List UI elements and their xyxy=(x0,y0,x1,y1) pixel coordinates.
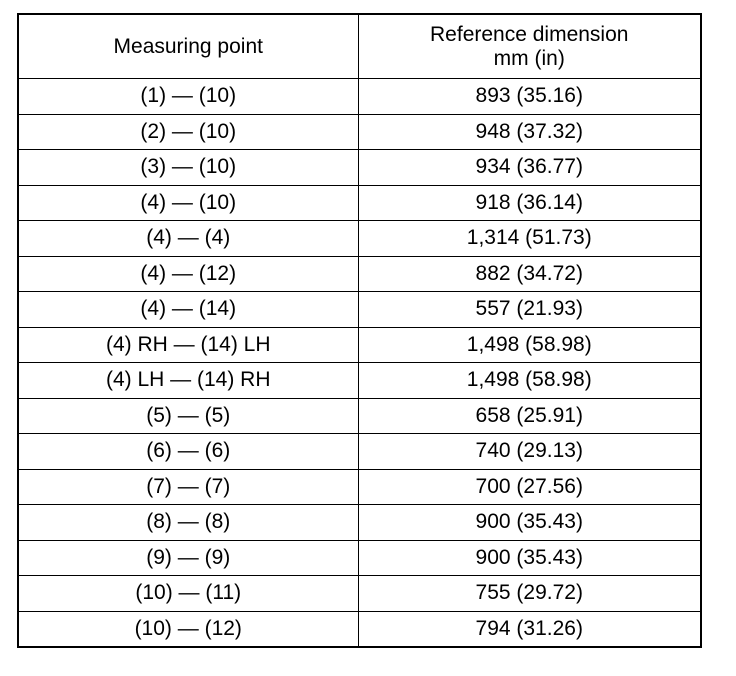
reference-dimension-cell: 948 (37.32) xyxy=(358,114,701,150)
table-row xyxy=(18,150,701,186)
measuring-point-cell: (9) — (9) xyxy=(18,540,358,576)
reference-dimension-table xyxy=(17,13,702,648)
measuring-point-cell: (4) — (12) xyxy=(18,256,358,292)
reference-dimension-cell: 882 (34.72) xyxy=(358,256,701,292)
header-measuring-point: Measuring point xyxy=(18,14,358,79)
header-reference-dimension xyxy=(358,14,701,79)
reference-dimension-cell: 658 (25.91) xyxy=(358,398,701,434)
measuring-point-cell: (4) RH — (14) LH xyxy=(18,327,358,363)
reference-dimension-cell: 934 (36.77) xyxy=(358,150,701,186)
reference-dimension-cell: 1,498 (58.98) xyxy=(358,327,701,363)
table-row xyxy=(18,398,701,434)
reference-dimension-cell: 900 (35.43) xyxy=(358,505,701,541)
measuring-point-cell: (7) — (7) xyxy=(18,469,358,505)
reference-dimension-cell: 900 (35.43) xyxy=(358,540,701,576)
table-row xyxy=(18,114,701,150)
measuring-point-cell: (4) — (10) xyxy=(18,185,358,221)
table-row xyxy=(18,185,701,221)
table-row xyxy=(18,469,701,505)
table-row xyxy=(18,505,701,541)
reference-dimension-cell: 755 (29.72) xyxy=(358,576,701,612)
measuring-point-cell: (1) — (10) xyxy=(18,79,358,115)
header-reference-line1: Reference dimension xyxy=(430,22,629,46)
measuring-point-cell: (3) — (10) xyxy=(18,150,358,186)
reference-dimension-cell: 1,314 (51.73) xyxy=(358,221,701,257)
reference-dimension-cell: 794 (31.26) xyxy=(358,611,701,647)
header-reference-unit: mm (in) xyxy=(493,46,565,70)
measuring-point-cell: (4) LH — (14) RH xyxy=(18,363,358,399)
measuring-point-cell: (10) — (12) xyxy=(18,611,358,647)
table-row xyxy=(18,434,701,470)
reference-dimension-cell: 918 (36.14) xyxy=(358,185,701,221)
reference-dimension-cell: 700 (27.56) xyxy=(358,469,701,505)
table-body xyxy=(18,79,701,648)
measuring-point-cell: (6) — (6) xyxy=(18,434,358,470)
reference-dimension-cell: 557 (21.93) xyxy=(358,292,701,328)
table-row xyxy=(18,611,701,647)
measuring-point-cell: (4) — (4) xyxy=(18,221,358,257)
table-row xyxy=(18,540,701,576)
measuring-point-cell: (10) — (11) xyxy=(18,576,358,612)
header-row xyxy=(18,14,701,79)
reference-dimension-cell: 740 (29.13) xyxy=(358,434,701,470)
table-row xyxy=(18,221,701,257)
table-row xyxy=(18,327,701,363)
measuring-point-cell: (5) — (5) xyxy=(18,398,358,434)
table-header xyxy=(18,14,701,79)
measuring-point-cell: (4) — (14) xyxy=(18,292,358,328)
measuring-point-cell: (8) — (8) xyxy=(18,505,358,541)
reference-dimension-cell: 893 (35.16) xyxy=(358,79,701,115)
table-row xyxy=(18,576,701,612)
reference-dimension-cell: 1,498 (58.98) xyxy=(358,363,701,399)
table-row xyxy=(18,363,701,399)
table-row xyxy=(18,79,701,115)
measuring-point-cell: (2) — (10) xyxy=(18,114,358,150)
table-row xyxy=(18,292,701,328)
table-row xyxy=(18,256,701,292)
